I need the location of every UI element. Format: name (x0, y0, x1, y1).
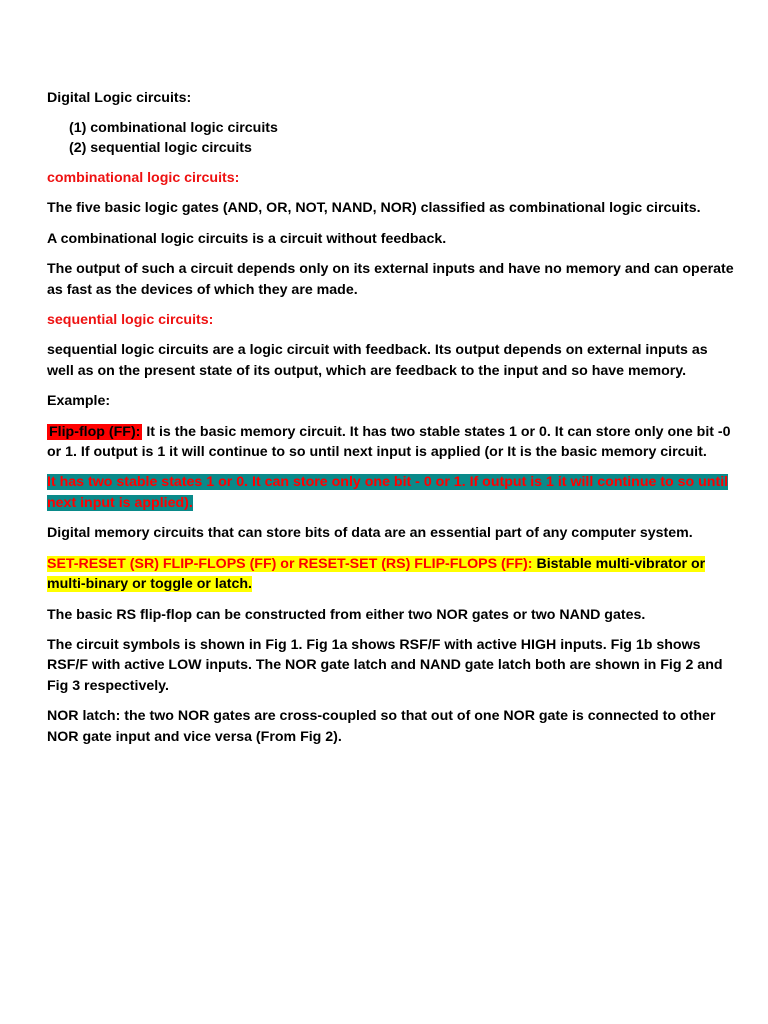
heading-combinational: combinational logic circuits: (47, 170, 240, 186)
list-item: (2) sequential logic circuits (69, 140, 252, 156)
paragraph-teal-highlight (47, 472, 737, 513)
sr-highlight (47, 556, 705, 592)
paragraph-flip-flop (47, 422, 737, 463)
example-label: Example: (47, 393, 111, 410)
paragraph-five-gates: The five basic logic gates (AND, OR, NOT, NAND, NOR) classified as combinational logic circuits. (47, 200, 701, 217)
flip-flop-label: Flip-flop (FF): (49, 423, 141, 440)
paragraph-output-depends: The output of such a circuit depends only on its external inputs and have no memory and can operate as fast as the devices of which they are made. (47, 261, 734, 298)
document-body (47, 88, 737, 747)
paragraph-sequential: sequential logic circuits are a logic circuit with feedback. Its output depends on external inputs as well as on the present state of its output, which are feedback to the input and so have memory. (47, 342, 708, 379)
paragraph-basic-rs: The basic RS flip-flop can be constructed from either two NOR gates or two NAND gates. (47, 606, 646, 623)
paragraph-sr-flip-flops (47, 554, 737, 595)
paragraph-digital-memory: Digital memory circuits that can store bits of data are an essential part of any computer system. (47, 525, 693, 542)
heading-sequential: sequential logic circuits: (47, 312, 214, 329)
document-title: Digital Logic circuits: (47, 90, 192, 106)
paragraph-circuit-symbols: The circuit symbols is shown in Fig 1. Fig 1a shows RSF/F with active HIGH inputs. Fig 1b shows RSF/F with active LOW inputs. The NOR gate latch and NAND gate latch both are shown in Fig 2 and Fig 3 respectively. (47, 636, 723, 694)
teal-highlight-text: It has two stable states 1 or 0. It can store only one bit - 0 or 1. If output is 1 it will continue to so until next input is applied). (47, 474, 729, 511)
sr-text: Bistable multi-vibrator or multi-binary or toggle or latch. (47, 555, 706, 593)
list-item: (1) combinational logic circuits (69, 120, 278, 136)
flip-flop-text: It is the basic memory circuit. It has two stable states 1 or 0. It can store only one bit -0 or 1. If output is 1 it will continue to so until next input is applied (or It is the basic memory circuit. (47, 423, 731, 461)
sr-label: SET-RESET (SR) FLIP-FLOPS (FF) or RESET-SET (RS) FLIP-FLOPS (FF): (47, 555, 533, 572)
paragraph-nor-latch: NOR latch: the two NOR gates are cross-coupled so that out of one NOR gate is connected to other NOR gate input and vice versa (From Fig 2). (47, 708, 716, 745)
paragraph-without-feedback: A combinational logic circuits is a circuit without feedback. (47, 230, 447, 247)
circuit-type-list (69, 118, 737, 158)
